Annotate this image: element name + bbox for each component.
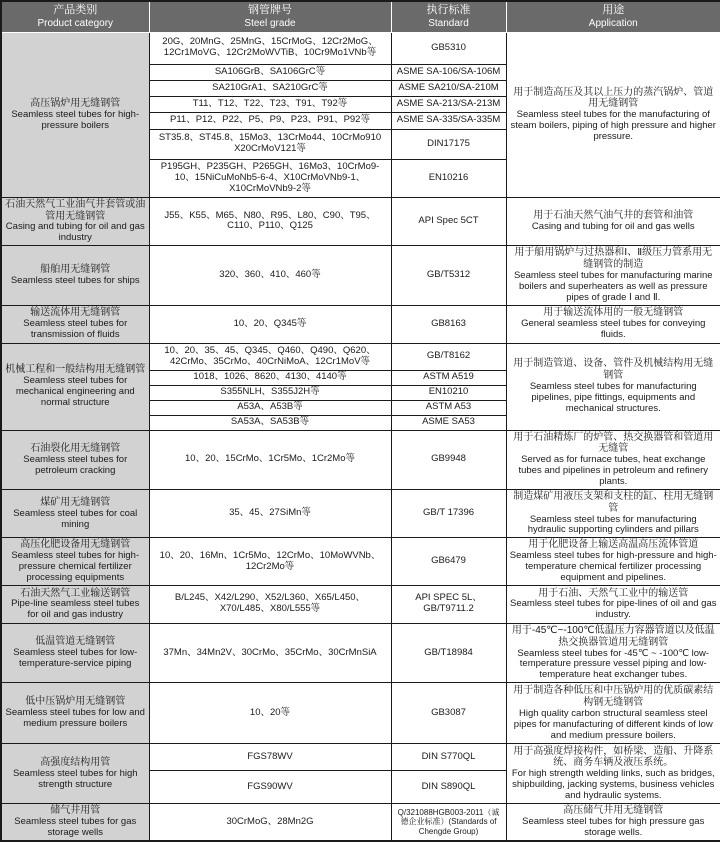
category-cell-ships: [1, 246, 149, 305]
application-zh: 用于石油、天然气工业中的输送管: [538, 587, 689, 599]
application-en: General seamless steel tubes for conveying fluids.: [521, 318, 706, 340]
standard-cell: GB6479: [391, 538, 506, 586]
category-cell-low-medium-boilers: [1, 683, 149, 744]
category-en: Casing and tubing for oil and gas industry: [5, 221, 145, 244]
table-row: [1, 683, 720, 744]
application-en: Seamless steel tubes for high-pressure and high-temperature chemical fertilizer processing equipment and pipelines.: [509, 550, 717, 583]
application-zh: 用于输送流体用的一般无缝钢管: [543, 307, 684, 319]
standard-cell: GB/T 17396: [391, 489, 506, 537]
application-en: Seamless steel tubes for manufacturing marine boilers and superheaters as well as pressure pipes of grade Ⅰ and Ⅱ.: [513, 269, 713, 303]
header-steel-grade-en: Steel grade: [244, 17, 296, 29]
category-zh: 石油天然气工业油气井套管或油管用无缝钢管: [5, 198, 146, 222]
category-cell-high-pressure-boilers: [1, 32, 149, 197]
category-zh: 船舶用无缝钢管: [40, 264, 111, 275]
application-en: Seamless steel tubes for the manufacturing of steam boilers, piping of high pressure and higher pressure.: [510, 109, 716, 142]
table-header-row: [1, 1, 720, 32]
category-zh: 低中压锅炉用无缝钢管: [25, 696, 126, 708]
category-cell-fertilizer: [1, 538, 149, 586]
table-row: [1, 197, 720, 245]
application-zh: 高压储气井用无缝钢管: [563, 805, 664, 817]
grade-cell: 320、360、410、460等: [149, 246, 391, 305]
category-en: Seamless steel tubes for high-pressure boilers: [11, 108, 140, 131]
grade-cell: 10、20、35、45、Q345、Q460、Q490、Q620、42CrMo、35CrMo、40CrNiMoA、12Cr1MoV等: [149, 343, 391, 370]
application-cell: [506, 744, 720, 804]
standard-cell: ASME SA-335/SA-335M: [391, 112, 506, 129]
category-cell-fluids: [1, 305, 149, 343]
grade-cell: SA53A、SA53B等: [149, 415, 391, 430]
application-cell: [506, 489, 720, 537]
category-en: Seamless steel tubes for petroleum cracking: [23, 453, 128, 476]
category-cell-petroleum-cracking: [1, 430, 149, 489]
grade-cell: J55、K55、M65、N80、R95、L80、C90、T95、C110、P110、Q125: [149, 197, 391, 245]
application-en: Seamless steel tubes for manufacturing pipelines, pipe fittings, equipments and mechanical structures.: [529, 380, 697, 414]
application-en: Served as for furnace tubes, heat exchange tubes and pipelines in petroleum and refinery plants.: [518, 454, 709, 487]
category-en: Seamless steel tubes for high strength structure: [12, 767, 138, 790]
application-cell: [506, 197, 720, 245]
application-cell: [506, 32, 720, 197]
grade-cell: A53A、A53B等: [149, 400, 391, 415]
category-cell-mechanical: [1, 343, 149, 430]
category-zh: 高压锅炉用无缝钢管: [30, 97, 121, 109]
header-standard-zh: 执行标准: [426, 4, 471, 16]
table-row: [1, 804, 720, 841]
application-cell: [506, 683, 720, 744]
category-en: Seamless steel tubes for low-temperature-service piping: [13, 647, 138, 669]
grade-cell: SA106GrB、SA106GrC等: [149, 64, 391, 80]
application-en: Seamless steel tubes for pipe-lines of oil and gas industry.: [510, 598, 717, 621]
header-application-en: Application: [588, 17, 638, 29]
application-zh: 用于化肥设备上输送高温高压流体管道: [528, 539, 699, 551]
grade-cell: P195GH、P235GH、P265GH、16Mo3、10CrMo9-10、15NiCuMoNb5-6-4、X10CrMoVNb9-1、X10CrMoVNb9-2等: [149, 159, 391, 197]
category-en: Pipe-line seamless steel tubes for oil and gas industry: [11, 598, 140, 621]
category-cell-pipeline: [1, 585, 149, 623]
application-zh: 用于高强度焊接构件，如桥梁、造船、升降系统、商务车辆及液压系统。: [513, 745, 714, 769]
header-product-category-zh: 产品类别: [53, 4, 98, 16]
header-product-category: [1, 1, 149, 32]
category-en: Seamless steel tubes for gas storage wells: [14, 816, 137, 838]
standard-cell: GB9948: [391, 430, 506, 489]
category-en: Seamless steel tubes for high-pressure chemical fertilizer processing equipments: [11, 550, 140, 583]
header-product-category-en: Product category: [37, 17, 114, 29]
application-cell: [506, 246, 720, 305]
standard-cell: API SPEC 5L、GB/T9711.2: [391, 585, 506, 623]
category-cell-high-strength: [1, 744, 149, 804]
application-zh: 用于船用锅炉与过热器和Ⅰ、Ⅱ级压力管系用无缝钢管的制造: [514, 247, 713, 270]
standard-cell: ASME SA53: [391, 415, 506, 430]
application-en: Seamless steel tubes for manufacturing hydraulic supporting cylinders and pillars: [527, 513, 699, 536]
standard-cell: GB8163: [391, 305, 506, 343]
category-en: Seamless steel tubes for transmission of fluids: [23, 318, 128, 340]
grade-cell: 1018、1026、8620、4130、4140等: [149, 370, 391, 385]
application-zh: 用于制造各种低压和中压锅炉用的优质碳素结构钢无缝钢管: [513, 685, 714, 708]
application-cell: [506, 430, 720, 489]
table-row: [1, 623, 720, 682]
grade-cell: P11、P12、P22、P5、P9、P23、P91、P92等: [149, 112, 391, 129]
standard-cell: DIN17175: [391, 129, 506, 159]
application-zh: 用于石油精炼厂的炉管、热交换器管和管道用无缝管: [513, 431, 714, 455]
table-row: [1, 305, 720, 343]
standard-cell: API Spec 5CT: [391, 197, 506, 245]
table-row: [1, 246, 720, 305]
application-zh: 制造煤矿用液压支架和支柱的缸、柱用无缝钢管: [513, 490, 714, 514]
application-cell: [506, 305, 720, 343]
grade-cell: 10、20、Q345等: [149, 305, 391, 343]
application-zh: 用于石油天然气油气井的套管和油管: [533, 210, 694, 222]
standard-cell: GB3087: [391, 683, 506, 744]
application-en: Seamless steel tubes for high pressure gas storage wells.: [522, 816, 705, 838]
standard-cell: EN10216: [391, 159, 506, 197]
grade-cell: 37Mn、34Mn2V、30CrMo、35CrMo、30CrMnSiA: [149, 623, 391, 682]
application-zh: 用于制造高压及其以上压力的蒸汽锅炉、管道用无缝钢管: [513, 86, 714, 110]
standard-cell: DIN S890QL: [391, 771, 506, 804]
category-zh: 机械工程和一般结构用无缝钢管: [5, 364, 146, 376]
category-en: Seamless steel tubes for low and medium pressure boilers: [5, 707, 145, 730]
standard-cell: ASTM A53: [391, 400, 506, 415]
standard-cell: ASTM A519: [391, 370, 506, 385]
table-row: [1, 585, 720, 623]
header-application: [506, 1, 720, 32]
category-en: Seamless steel tubes for mechanical engineering and normal structure: [15, 375, 135, 408]
application-cell: [506, 623, 720, 682]
application-cell: [506, 585, 720, 623]
grade-cell: B/L245、X42/L290、X52/L360、X65/L450、X70/L485、X80/L555等: [149, 585, 391, 623]
standard-cell: ASME SA-213/SA-213M: [391, 96, 506, 112]
category-zh: 石油裂化用无缝钢管: [30, 442, 121, 454]
application-cell: [506, 538, 720, 586]
category-cell-casing-tubing: [1, 197, 149, 245]
category-zh: 储气井用管: [50, 805, 101, 817]
header-standard: [391, 1, 506, 32]
grade-cell: 10、20等: [149, 683, 391, 744]
grade-cell: FGS90WV: [149, 771, 391, 804]
category-cell-gas-storage: [1, 804, 149, 841]
standard-cell: ASME SA210/SA-210M: [391, 80, 506, 96]
standard-cell: GB/T8162: [391, 343, 506, 370]
category-zh: 输送流体用无缝钢管: [30, 307, 121, 319]
category-en: Seamless steel tubes for coal mining: [13, 507, 138, 530]
header-steel-grade: [149, 1, 391, 32]
grade-cell: S355NLH、S355J2H等: [149, 385, 391, 400]
application-en: High quality carbon structural seamless steel pipes for manufacturing of different kinds of low and medium pressure boilers.: [513, 707, 713, 741]
category-zh: 高强度结构用管: [40, 756, 111, 768]
standard-cell: GB/T5312: [391, 246, 506, 305]
category-zh: 石油天然气工业输送钢管: [20, 587, 131, 599]
header-steel-grade-zh: 钢管牌号: [248, 4, 292, 16]
table-row: [1, 430, 720, 489]
grade-cell: ST35.8、ST45.8、15Mo3、13CrMo44、10CrMo910 X20CrMoV121等: [149, 129, 391, 159]
header-standard-en: Standard: [428, 17, 469, 29]
category-cell-low-temperature: [1, 623, 149, 682]
table-row: [1, 538, 720, 586]
category-zh: 高压化肥设备用无缝钢管: [20, 539, 131, 551]
grade-cell: 35、45、27SiMn等: [149, 489, 391, 537]
grade-cell: FGS78WV: [149, 744, 391, 771]
application-zh: 用于-45℃~-100℃低温压力容器管道以及低温热交换器管道用无缝钢管: [511, 624, 715, 648]
table-row: [1, 489, 720, 537]
grade-cell: SA210GrA1、SA210GrC等: [149, 80, 391, 96]
application-en: For high strength welding links, such as bridges, shipbuilding, jacking systems, business vehicles and hydraulic systems.: [511, 768, 715, 802]
category-cell-coal-mining: [1, 489, 149, 537]
header-application-zh: 用途: [602, 4, 625, 16]
standard-cell: GB/T18984: [391, 623, 506, 682]
standard-cell: EN10210: [391, 385, 506, 400]
standard-cell: Q/321088HGB003-2011（诚德企业标准）(Standards of Chengde Group): [391, 804, 506, 841]
grade-cell: 30CrMoG、28Mn2G: [149, 804, 391, 841]
application-en: Casing and tubing for oil and gas wells: [531, 220, 695, 232]
grade-cell: T11、T12、T22、T23、T91、T92等: [149, 96, 391, 112]
standard-cell: GB5310: [391, 32, 506, 64]
category-zh: 煤矿用无缝钢管: [40, 496, 111, 508]
application-cell: [506, 804, 720, 841]
category-en: Seamless steel tubes for ships: [10, 274, 140, 286]
grade-cell: 10、20、15CrMo、1Cr5Mo、1Cr2Mo等: [149, 430, 391, 489]
grade-cell: 10、20、16Mn、1Cr5Mo、12CrMo、10MoWVNb、12Cr2Mo等: [149, 538, 391, 586]
table-row: [1, 744, 720, 771]
application-cell: [506, 343, 720, 430]
application-en: Seamless steel tubes for -45℃ ~ -100℃ low-temperature pressure vessel piping and low-temperature heat exchanger tubes.: [517, 647, 710, 681]
category-zh: 低温管道无缝钢管: [35, 636, 116, 648]
grade-cell: 20G、20MnG、25MnG、15CrMoG、12Cr2MoG、12Cr1MoVG、12Cr2MoWVTiB、10Cr9Mo1VNb等: [149, 32, 391, 64]
standard-cell: DIN S770QL: [391, 744, 506, 771]
application-zh: 用于制造管道、设备、管件及机械结构用无缝钢管: [513, 358, 714, 382]
table-row: [1, 32, 720, 64]
standard-cell: ASME SA-106/SA-106M: [391, 64, 506, 80]
table-row: [1, 343, 720, 370]
